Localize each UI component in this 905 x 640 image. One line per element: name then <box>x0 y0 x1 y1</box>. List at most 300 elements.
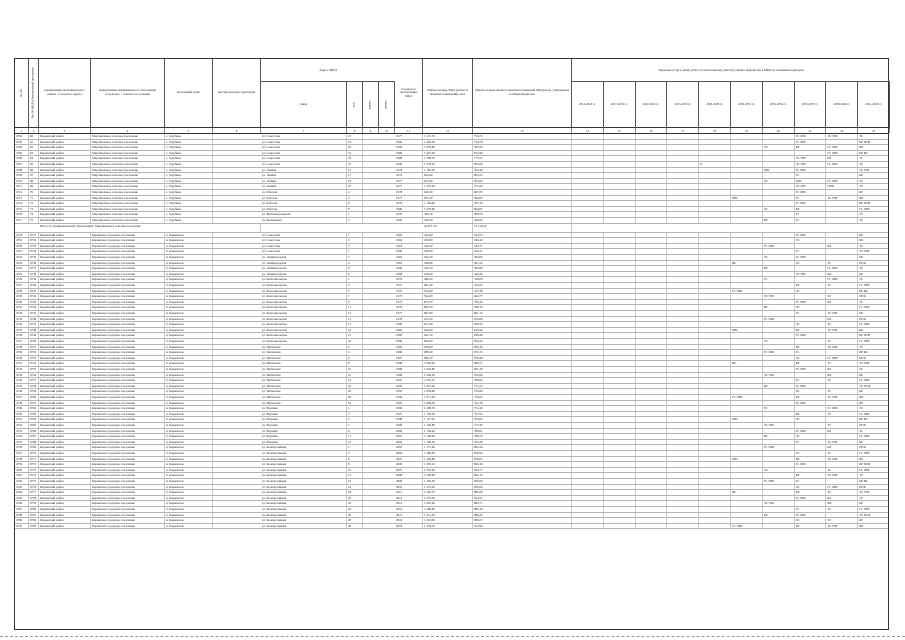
cell-house: 7 <box>347 294 363 299</box>
cell-year: 1976 <box>395 201 423 206</box>
cell-reg: 9735 <box>29 255 39 260</box>
cell-cost: 576,45 <box>473 300 572 305</box>
cell-loc: п. Карымское <box>165 294 213 299</box>
cell-reg: 9744 <box>29 305 39 310</box>
cell-house: 23 <box>347 339 363 344</box>
cell-reg: 9780 <box>29 507 39 512</box>
cell-reg: 70 <box>29 190 39 195</box>
cell-cost: 676,48 <box>473 356 572 361</box>
cell-house: 20 <box>347 395 363 400</box>
cell-period-1 <box>604 283 636 288</box>
cell-period-4 <box>699 361 731 366</box>
cell-period-6 <box>763 518 795 523</box>
cell-period-0 <box>572 184 604 189</box>
cell-period-2 <box>636 445 668 450</box>
cell-loc: п. Карымское <box>165 401 213 406</box>
cell-year: 2001 <box>395 434 423 439</box>
cell-period-3 <box>667 134 699 139</box>
cell-reg: 71 <box>29 196 39 201</box>
cell-loc: с. Зарубино <box>165 212 213 217</box>
cell-period-2 <box>636 378 668 383</box>
cell-settl: Карымское городское поселение <box>91 468 165 473</box>
cell-settl: Карымское городское поселение <box>91 238 165 243</box>
cell-period-9: КР ПГФ <box>858 462 889 467</box>
cell-period-8 <box>826 384 858 389</box>
cell-period-5 <box>731 462 763 467</box>
cell-house: 3 <box>347 283 363 288</box>
cell-period-0 <box>572 311 604 316</box>
cell-period-9: ТС <box>858 429 889 434</box>
header-period-label: 2038-2040 гг. <box>833 102 851 107</box>
cell-period-5 <box>731 496 763 501</box>
cell-period-6 <box>763 490 795 495</box>
cell-period-4: К <box>699 162 731 167</box>
section-cost: 15 119,54 <box>473 224 572 232</box>
cell-settl: Карымское городское поселение <box>91 350 165 355</box>
cell-period-9: ПГФ <box>858 445 889 450</box>
cell-period-4 <box>699 168 731 173</box>
cell-house: 5 <box>347 417 363 422</box>
cell-mun: Карымский район <box>39 184 91 189</box>
cell-house: 12 <box>347 373 363 378</box>
cell-period-6 <box>763 429 795 434</box>
cell-period-2 <box>636 333 668 338</box>
cell-period-4 <box>699 378 731 383</box>
cell-period-8 <box>826 233 858 238</box>
cell-house: 4 <box>347 196 363 201</box>
cell-reg: 65 <box>29 162 39 167</box>
cell-period-1 <box>604 244 636 249</box>
cell-period-1 <box>604 300 636 305</box>
cell-period-5 <box>731 412 763 417</box>
cell-mun: Карымский район <box>39 350 91 355</box>
cell-street: ул. Читинская <box>261 395 347 400</box>
cell-period-4 <box>699 207 731 212</box>
cell-period-0 <box>572 218 604 223</box>
cell-settl: Маргинальное сельское поселение <box>91 145 165 150</box>
cell-reg: 9773 <box>29 468 39 473</box>
cell-period-8: ТС <box>826 261 858 266</box>
cell-area: 1 115,70 <box>423 134 473 139</box>
cell-period-8: КР <box>826 429 858 434</box>
cell-period-0 <box>572 168 604 173</box>
cell-period-4 <box>699 373 731 378</box>
cell-street: ул. Комсомольская <box>261 289 347 294</box>
cell-period-3 <box>667 277 699 282</box>
cell-house: 2 <box>347 345 363 350</box>
cell-cost: 762,40 <box>473 168 572 173</box>
cell-loc: с. Зарубино <box>165 162 213 167</box>
cell-period-1 <box>604 457 636 462</box>
cell-period-5 <box>731 367 763 372</box>
cell-period-7: ГС ХВС <box>795 255 827 260</box>
cell-no: 4721 <box>15 249 29 254</box>
cell-year: 2005 <box>395 457 423 462</box>
cell-no: 4755 <box>15 440 29 445</box>
cell-cost: 810,92 <box>473 451 572 456</box>
section-total-row <box>15 224 888 233</box>
cell-period-3 <box>667 384 699 389</box>
cell-period-5 <box>731 350 763 355</box>
cell-period-1 <box>604 429 636 434</box>
cell-period-8 <box>826 212 858 217</box>
cell-period-3 <box>667 300 699 305</box>
cell-period-3 <box>667 429 699 434</box>
cell-street: ул. Кооперативная <box>261 445 347 450</box>
cell-period-9: ФС <box>858 196 889 201</box>
cell-period-0 <box>572 207 604 212</box>
cell-loc: п. Карымское <box>165 311 213 316</box>
cell-period-6 <box>763 201 795 206</box>
cell-loc: п. Карымское <box>165 423 213 428</box>
cell-period-9: ФС <box>858 328 889 333</box>
cell-period-3 <box>667 266 699 271</box>
cell-period-0 <box>572 412 604 417</box>
cell-period-0 <box>572 490 604 495</box>
cell-period-0 <box>572 283 604 288</box>
cell-reg: 68 <box>29 179 39 184</box>
cell-mun: Карымский район <box>39 479 91 484</box>
cell-street: ул. Читинская <box>261 367 347 372</box>
cell-period-3 <box>667 173 699 178</box>
cell-year: 1960 <box>395 249 423 254</box>
cell-period-7: КР <box>795 457 827 462</box>
cell-period-0 <box>572 162 604 167</box>
cell-cost: 659,36 <box>473 345 572 350</box>
header-cell-mun <box>39 59 91 127</box>
cell-mun: Карымский район <box>39 524 91 529</box>
cell-street: ул. Читинская <box>261 350 347 355</box>
cell-settl: Карымское городское поселение <box>91 311 165 316</box>
cell-area: 542,20 <box>423 255 473 260</box>
cell-street: ул. Кооперативная <box>261 479 347 484</box>
cell-period-9: ФС <box>858 524 889 529</box>
cell-settl: Маргинальное сельское поселение <box>91 168 165 173</box>
cell-loc: п. Карымское <box>165 289 213 294</box>
cell-year: 1975 <box>395 300 423 305</box>
cell-period-8: ЭС ГВС <box>826 134 858 139</box>
cell-period-8: ТС <box>826 451 858 456</box>
cell-year: 2000 <box>395 429 423 434</box>
cell-street: ул. Комсомольская <box>261 300 347 305</box>
cell-house: 7 <box>347 423 363 428</box>
cell-settl: Маргинальное сельское поселение <box>91 140 165 145</box>
cell-period-7: КР <box>795 473 827 478</box>
cell-reg: 9737 <box>29 266 39 271</box>
cell-house: 20 <box>347 496 363 501</box>
cell-period-4 <box>699 496 731 501</box>
cell-house: 30 <box>347 524 363 529</box>
cell-area: 988,30 <box>423 350 473 355</box>
cell-cost: 605,22 <box>473 173 572 178</box>
cell-mun: Карымский район <box>39 406 91 411</box>
cell-cost: 842,13 <box>473 473 572 478</box>
cell-reg: 9757 <box>29 378 39 383</box>
cell-period-9: КР ФС <box>858 479 889 484</box>
cell-period-6: ГС ХВС <box>763 350 795 355</box>
cell-period-8: ГС ХВС <box>826 162 858 167</box>
cell-no: 4702 <box>15 134 29 139</box>
cell-period-4 <box>699 300 731 305</box>
cell-period-1 <box>604 350 636 355</box>
cell-street: ул. Железнодорожная <box>261 212 347 217</box>
cell-cost: 754,72 <box>473 134 572 139</box>
cell-house: 23 <box>347 140 363 145</box>
cell-mun: Карымский район <box>39 333 91 338</box>
cell-period-7: ТС <box>795 479 827 484</box>
cell-period-9: ТС <box>858 162 889 167</box>
cell-house: 2 <box>347 445 363 450</box>
cell-period-2 <box>636 289 668 294</box>
cell-reg: 9771 <box>29 457 39 462</box>
cell-settl: Карымское городское поселение <box>91 339 165 344</box>
cell-period-5: ФС <box>731 361 763 366</box>
column-number: 6 <box>213 128 261 133</box>
cell-period-4 <box>699 507 731 512</box>
cell-year: 1977 <box>395 134 423 139</box>
cell-period-9: ЭС <box>858 406 889 411</box>
cell-street: ул. Комсомольская <box>261 328 347 333</box>
cell-period-9: ГС ХВС <box>858 434 889 439</box>
cell-period-0 <box>572 140 604 145</box>
cell-settl: Маргинальное сельское поселение <box>91 190 165 195</box>
cell-period-1 <box>604 311 636 316</box>
cell-period-2 <box>636 179 668 184</box>
cell-reg: 9767 <box>29 434 39 439</box>
cell-house: 21 <box>347 333 363 338</box>
cell-cost: 415,38 <box>473 289 572 294</box>
cell-period-1 <box>604 196 636 201</box>
cell-settl: Карымское городское поселение <box>91 333 165 338</box>
cell-period-1 <box>604 266 636 271</box>
cell-period-2 <box>636 140 668 145</box>
cell-period-4 <box>699 389 731 394</box>
cell-period-6 <box>763 212 795 217</box>
cell-period-6 <box>763 462 795 467</box>
cell-period-3 <box>667 345 699 350</box>
cell-period-6 <box>763 451 795 456</box>
cell-loc: п. Карымское <box>165 440 213 445</box>
cell-period-4 <box>699 218 731 223</box>
cell-loc: п. Карымское <box>165 384 213 389</box>
cell-period-4 <box>699 423 731 428</box>
cell-cost: 721,00 <box>473 184 572 189</box>
cell-street: ул. Рабочая <box>261 190 347 195</box>
cell-area: 1 084,00 <box>423 401 473 406</box>
cell-period-6 <box>763 283 795 288</box>
cell-area: 340,00 <box>423 218 473 223</box>
cell-reg: 9745 <box>29 311 39 316</box>
cell-area: 978,00 <box>423 345 473 350</box>
cell-period-1 <box>604 328 636 333</box>
cell-street: ул. Кооперативная <box>261 501 347 506</box>
cell-period-9: ТС <box>858 184 889 189</box>
cell-period-8: ЭС ГВС <box>826 440 858 445</box>
cell-period-1 <box>604 445 636 450</box>
cell-period-0 <box>572 134 604 139</box>
cell-period-0 <box>572 255 604 260</box>
cell-period-2 <box>636 507 668 512</box>
cell-loc: п. Карымское <box>165 485 213 490</box>
cell-period-1 <box>604 524 636 529</box>
cell-loc: п. Карымское <box>165 361 213 366</box>
cell-period-9: КР ПГФ <box>858 201 889 206</box>
cell-reg: 9768 <box>29 440 39 445</box>
cell-year: 1962 <box>395 238 423 243</box>
table-row <box>15 524 888 530</box>
cell-loc: п. Карымское <box>165 345 213 350</box>
cell-period-7 <box>795 423 827 428</box>
cell-street: ул. Ленина <box>261 173 347 178</box>
cell-loc: п. Карымское <box>165 507 213 512</box>
header-period-label: 2032-2034 гг. <box>769 102 787 107</box>
cell-street: ул. Ленинградская <box>261 255 347 260</box>
cell-period-6 <box>763 173 795 178</box>
cell-reg: 74 <box>29 212 39 217</box>
cell-no: 4709 <box>15 173 29 178</box>
cell-period-3 <box>667 417 699 422</box>
cell-no: 4758 <box>15 457 29 462</box>
cell-settl: Карымское городское поселение <box>91 479 165 484</box>
cell-area: 1 476,80 <box>423 145 473 150</box>
cell-period-8: КР <box>826 244 858 249</box>
cell-period-1 <box>604 423 636 428</box>
cell-period-7: ТС <box>795 311 827 316</box>
cell-house: 2 <box>347 190 363 195</box>
cell-period-9: ЭС <box>858 277 889 282</box>
cell-loc: п. Карымское <box>165 395 213 400</box>
cell-period-0 <box>572 305 604 310</box>
cell-period-5 <box>731 233 763 238</box>
cell-period-9: ТС <box>858 345 889 350</box>
cell-period-7: ЭС <box>795 261 827 266</box>
cell-loc: п. Карымское <box>165 350 213 355</box>
cell-reg: 9742 <box>29 294 39 299</box>
cell-period-5 <box>731 507 763 512</box>
cell-no: 4768 <box>15 513 29 518</box>
cell-house: 4 <box>347 451 363 456</box>
column-number: 14 <box>572 128 604 133</box>
cell-period-5 <box>731 322 763 327</box>
cell-loc: п. Карымское <box>165 457 213 462</box>
cell-period-9: КР <box>858 173 889 178</box>
cell-area: 1 311,40 <box>423 513 473 518</box>
cell-loc: п. Карымское <box>165 328 213 333</box>
cell-no: 4722 <box>15 255 29 260</box>
cell-period-5 <box>731 501 763 506</box>
cell-year: 1994 <box>395 395 423 400</box>
cell-mun: Карымский район <box>39 384 91 389</box>
cell-reg: 9739 <box>29 277 39 282</box>
column-number: 23 <box>858 128 890 133</box>
cell-reg: 9776 <box>29 485 39 490</box>
cell-settl: Карымское городское поселение <box>91 249 165 254</box>
cell-period-7: КР <box>795 328 827 333</box>
header-cell-loc <box>165 59 213 127</box>
cell-street: ул. Ленина <box>261 179 347 184</box>
cell-cost: 684,71 <box>473 361 572 366</box>
cell-street: ул. Советская <box>261 238 347 243</box>
cell-period-2 <box>636 350 668 355</box>
cell-settl: Карымское городское поселение <box>91 434 165 439</box>
cell-period-2 <box>636 434 668 439</box>
cell-period-9: КР ПГФ <box>858 140 889 145</box>
cell-period-8 <box>826 249 858 254</box>
cell-period-8: ТС <box>826 412 858 417</box>
cell-period-3 <box>667 238 699 243</box>
cell-no: 4725 <box>15 272 29 277</box>
cell-period-2 <box>636 156 668 161</box>
cell-period-4 <box>699 457 731 462</box>
cell-loc: с. Зарубино <box>165 168 213 173</box>
cell-period-3 <box>667 233 699 238</box>
cell-mun: Карымский район <box>39 445 91 450</box>
cell-period-1 <box>604 367 636 372</box>
cell-period-7: ГС ХВС <box>795 300 827 305</box>
cell-no: 4749 <box>15 406 29 411</box>
cell-period-6 <box>763 289 795 294</box>
cell-mun: Карымский район <box>39 190 91 195</box>
cell-settl: Карымское городское поселение <box>91 328 165 333</box>
cell-no: 4730 <box>15 300 29 305</box>
cell-settl: Карымское городское поселение <box>91 417 165 422</box>
cell-period-1 <box>604 496 636 501</box>
cell-period-6 <box>763 524 795 529</box>
cell-period-8 <box>826 201 858 206</box>
cell-cost: 818,05 <box>473 457 572 462</box>
cell-mun: Карымский район <box>39 462 91 467</box>
cell-period-5 <box>731 212 763 217</box>
cell-street: ул. Кооперативная <box>261 451 347 456</box>
cell-period-2 <box>636 328 668 333</box>
cell-period-2 <box>636 196 668 201</box>
cell-period-3 <box>667 468 699 473</box>
cell-period-9: ЭС ГВС <box>858 249 889 254</box>
cell-loc: п. Карымское <box>165 496 213 501</box>
cell-year: 1990 <box>395 373 423 378</box>
cell-period-8: ЭС ГВС <box>826 196 858 201</box>
cell-area: 1 194,40 <box>423 201 473 206</box>
cell-year: 1993 <box>395 389 423 394</box>
cell-settl: Карымское городское поселение <box>91 317 165 322</box>
cell-reg: 9759 <box>29 389 39 394</box>
cell-period-9: ФС <box>858 145 889 150</box>
cell-period-2 <box>636 311 668 316</box>
cell-reg: 69 <box>29 184 39 189</box>
cell-period-9: ГС ХВС <box>858 507 889 512</box>
cell-cost: 775,57 <box>473 156 572 161</box>
cell-settl: Карымское городское поселение <box>91 524 165 529</box>
cell-period-6 <box>763 507 795 512</box>
cell-loc: п. Карымское <box>165 412 213 417</box>
cell-period-7: ТС <box>795 196 827 201</box>
cell-mun: Карымский район <box>39 244 91 249</box>
cell-period-1 <box>604 395 636 400</box>
cell-street: ул. Ленинградская <box>261 272 347 277</box>
cell-period-6: ЭС <box>763 179 795 184</box>
cell-period-9: ГС ХВС <box>858 468 889 473</box>
cell-period-4 <box>699 401 731 406</box>
cell-street: ул. Ленина <box>261 168 347 173</box>
cell-period-3 <box>667 412 699 417</box>
cell-street: ул. Комсомольская <box>261 311 347 316</box>
header-cell-reg <box>29 59 39 127</box>
cell-year: 1985 <box>395 145 423 150</box>
cell-area: 1 225,40 <box>423 184 473 189</box>
cell-year: 1970 <box>395 277 423 282</box>
cell-period-7: ЭС <box>795 305 827 310</box>
cell-period-8: КР <box>826 156 858 161</box>
